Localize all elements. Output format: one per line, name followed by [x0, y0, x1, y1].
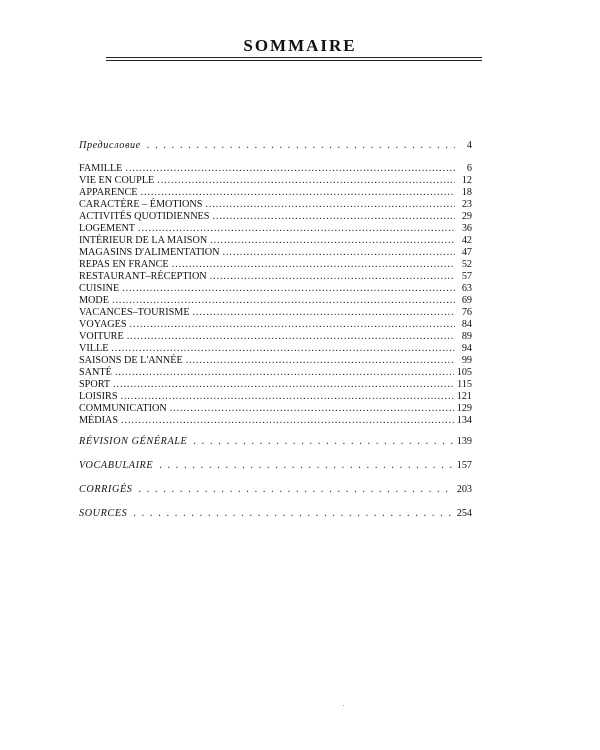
toc-entry-title: SANTÉ	[79, 367, 112, 378]
toc-entry-chapter[interactable]	[79, 187, 472, 199]
toc-entry-title: MÉDIAS	[79, 415, 119, 426]
toc-entry-title: RÉVISION GÉNÉRALE	[79, 436, 188, 447]
toc-entry-title: CUISINE	[79, 283, 120, 294]
toc-entry-title: SOURCES	[79, 508, 128, 519]
toc-leader-dots	[172, 259, 455, 271]
toc-entry-page: 4	[466, 140, 472, 151]
toc-leader-dots	[138, 484, 453, 496]
title-rule-top	[106, 57, 482, 58]
toc-entry-section[interactable]	[79, 508, 472, 520]
toc-entry-page: 63	[461, 283, 472, 294]
toc-entry-title: VOCABULAIRE	[79, 460, 154, 471]
toc-leader-dots	[170, 403, 454, 415]
toc-entry-title: SPORT	[79, 379, 111, 390]
toc-entry-page: 94	[461, 343, 472, 354]
toc-leader-dots	[133, 508, 453, 520]
toc-entry-title: ACTIVITÉS QUOTIDIENNES	[79, 211, 210, 222]
toc-entry-chapter[interactable]	[79, 355, 472, 367]
toc-entry-section[interactable]	[79, 436, 472, 448]
toc-entry-chapter[interactable]	[79, 403, 472, 415]
toc-entry-chapter[interactable]	[79, 295, 472, 307]
toc-entry-page: 134	[456, 415, 472, 426]
toc-entry-page: 115	[457, 379, 472, 390]
toc-entry-page: 121	[456, 391, 472, 402]
toc-leader-dots	[193, 436, 453, 448]
toc-leader-dots	[122, 283, 455, 295]
toc-entry-title: CORRIGÉS	[79, 484, 133, 495]
toc-leader-dots	[147, 140, 455, 152]
toc-entry-chapter[interactable]	[79, 343, 472, 355]
toc-entry-chapter[interactable]	[79, 211, 472, 223]
toc-entry-page: 6	[466, 163, 472, 174]
toc-leader-dots	[130, 319, 455, 331]
toc-leader-dots	[113, 379, 454, 391]
toc-entry-page: 29	[461, 211, 472, 222]
toc-entry-title: REPAS EN FRANCE	[79, 259, 169, 270]
toc-entry-title: Предисловие	[79, 140, 141, 151]
toc-entry-chapter[interactable]	[79, 415, 472, 427]
toc-entry-title: FAMILLE	[79, 163, 123, 174]
toc-leader-dots	[141, 187, 455, 199]
toc-entry-chapter[interactable]	[79, 223, 472, 235]
toc-leader-dots	[138, 223, 455, 235]
toc-entry-page: 89	[461, 331, 472, 342]
toc-entry-section[interactable]	[79, 484, 472, 496]
toc-leader-dots	[210, 271, 455, 283]
toc-entry-page: 18	[461, 187, 472, 198]
toc-entry-title: VOYAGES	[79, 319, 127, 330]
toc-entry-chapter[interactable]	[79, 331, 472, 343]
toc-entry-page: 57	[461, 271, 472, 282]
toc-leader-dots	[157, 175, 455, 187]
toc-entry-title: COMMUNICATION	[79, 403, 167, 414]
toc-entry-title: MAGASINS D'ALIMENTATION	[79, 247, 220, 258]
toc-entry-chapter[interactable]	[79, 307, 472, 319]
toc-entry-chapter[interactable]	[79, 367, 472, 379]
toc-entry-chapter[interactable]	[79, 283, 472, 295]
toc-entry-title: LOISIRS	[79, 391, 118, 402]
toc-entry-title: LOGEMENT	[79, 223, 136, 234]
toc-entry-chapter[interactable]	[79, 391, 472, 403]
toc-entry-page: 47	[461, 247, 472, 258]
toc-entry-title: VACANCES–TOURISME	[79, 307, 190, 318]
toc-entry-title: RESTAURANT–RÉCEPTION	[79, 271, 207, 282]
toc-entry-page: 52	[461, 259, 472, 270]
toc-entry-title: INTÉRIEUR DE LA MAISON	[79, 235, 208, 246]
toc-entry-chapter[interactable]	[79, 235, 472, 247]
toc-leader-dots	[125, 163, 455, 175]
toc-entry-chapter[interactable]	[79, 379, 472, 391]
toc-leader-dots	[115, 367, 454, 379]
toc-entry-page: 254	[456, 508, 472, 519]
toc-entry-title: SAISONS DE L'ANNÉE	[79, 355, 183, 366]
toc-entry-preface[interactable]	[79, 140, 472, 152]
toc-entry-page: 157	[456, 460, 472, 471]
toc-leader-dots	[193, 307, 455, 319]
toc-entry-title: VIE EN COUPLE	[79, 175, 155, 186]
toc-entry-chapter[interactable]	[79, 271, 472, 283]
toc-entry-page: 105	[456, 367, 472, 378]
toc-leader-dots	[212, 211, 455, 223]
toc-entry-page: 203	[456, 484, 472, 495]
toc-leader-dots	[121, 415, 454, 427]
toc-entry-title: CARACTÈRE – ÉMOTIONS	[79, 199, 203, 210]
toc-entry-title: VOITURE	[79, 331, 124, 342]
toc-entry-title: MODE	[79, 295, 109, 306]
toc-leader-dots	[111, 343, 455, 355]
toc-entry-page: 69	[461, 295, 472, 306]
title-rule-bottom	[106, 60, 482, 61]
toc-leader-dots	[127, 331, 455, 343]
scan-speck	[343, 705, 344, 706]
toc-entry-page: 76	[461, 307, 472, 318]
toc-leader-dots	[223, 247, 455, 259]
toc-leader-dots	[186, 355, 455, 367]
toc-leader-dots	[112, 295, 455, 307]
toc-entry-page: 42	[461, 235, 472, 246]
toc-entry-page: 36	[461, 223, 472, 234]
toc-leader-dots	[159, 460, 454, 472]
toc-entry-chapter[interactable]	[79, 199, 472, 211]
toc-entry-chapter[interactable]	[79, 247, 472, 259]
toc-entry-page: 139	[456, 436, 472, 447]
toc-entry-page: 12	[461, 175, 472, 186]
toc-leader-dots	[121, 391, 454, 403]
toc-entry-title: APPARENCE	[79, 187, 138, 198]
toc-entry-section[interactable]	[79, 460, 472, 472]
toc-leader-dots	[205, 199, 455, 211]
toc-entry-title: VILLE	[79, 343, 109, 354]
toc-entry-page: 84	[461, 319, 472, 330]
toc-entry-chapter[interactable]	[79, 163, 472, 175]
toc-entry-chapter[interactable]	[79, 319, 472, 331]
toc-leader-dots	[210, 235, 455, 247]
toc-entry-page: 99	[461, 355, 472, 366]
page-title: SOMMAIRE	[243, 36, 357, 55]
toc-entry-chapter[interactable]	[79, 175, 472, 187]
toc-entry-page: 129	[456, 403, 472, 414]
toc-entry-page: 23	[461, 199, 472, 210]
toc-entry-chapter[interactable]	[79, 259, 472, 271]
